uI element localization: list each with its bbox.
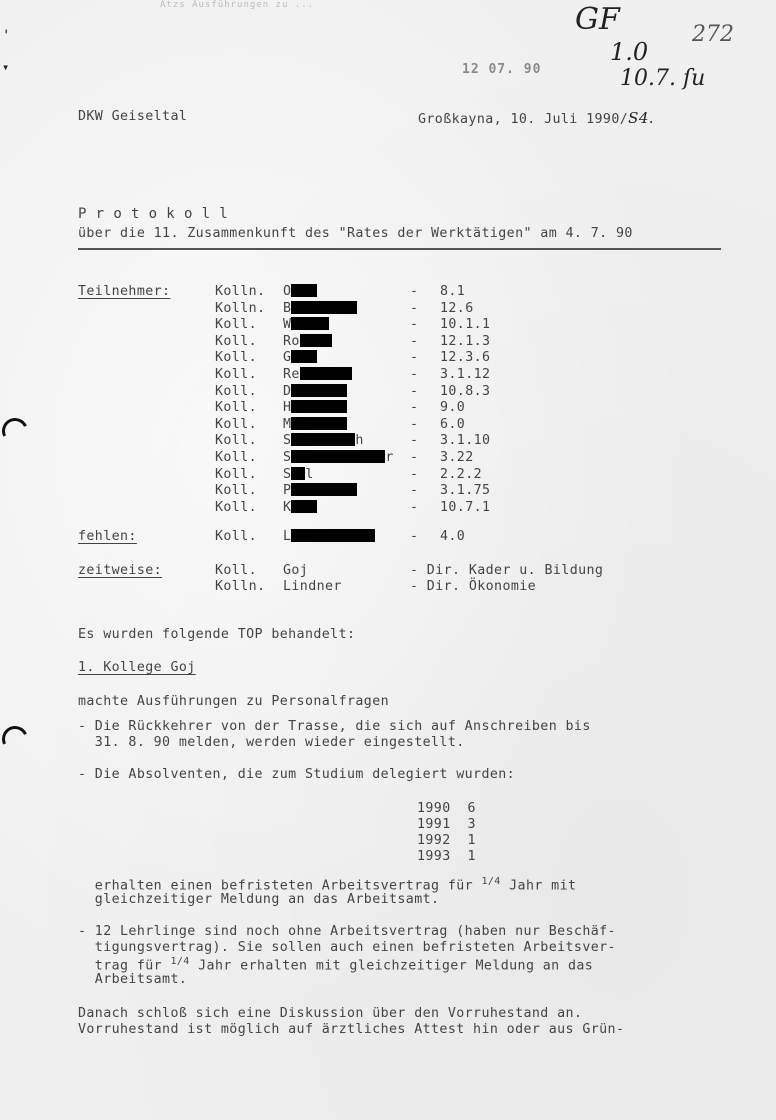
year: 1991 bbox=[417, 817, 451, 832]
participant-code: 9.0 bbox=[440, 400, 466, 416]
name-initial: S bbox=[283, 466, 292, 482]
dash: - bbox=[410, 450, 419, 465]
participant-row bbox=[0, 284, 776, 300]
dash: - bbox=[410, 529, 419, 544]
dash: - bbox=[410, 317, 419, 333]
year: 1992 bbox=[417, 833, 451, 848]
participant-name bbox=[283, 284, 317, 299]
participant-code: 3.22 bbox=[440, 450, 474, 465]
participant-title: Koll. bbox=[215, 333, 258, 349]
redaction-bar bbox=[291, 433, 355, 446]
count: 3 bbox=[467, 817, 476, 832]
redaction-bar bbox=[291, 529, 375, 542]
participant-code: 2.2.2 bbox=[440, 466, 483, 482]
redaction-bar bbox=[291, 317, 329, 330]
partial-row bbox=[0, 579, 776, 595]
participant-title: Koll. bbox=[215, 450, 258, 465]
fraction: 1/4 bbox=[481, 876, 501, 887]
count: 1 bbox=[467, 833, 476, 848]
participant-title: Koll. bbox=[215, 529, 258, 544]
participant-title: Koll. bbox=[215, 499, 258, 515]
participant-title: Kolln. bbox=[215, 579, 266, 594]
partial-attendance-label: zeitweise: bbox=[78, 563, 163, 578]
name-initial: L bbox=[283, 529, 292, 544]
bullet-text: - 12 Lehrlinge sind noch ohne Arbeitsvertrag (haben nur Beschäf- bbox=[78, 924, 616, 939]
year: 1993 bbox=[417, 849, 451, 864]
closing-text: Vorruhestand ist möglich auf ärztliches Attest hin oder aus Grün- bbox=[78, 1022, 625, 1037]
participant-row bbox=[0, 367, 776, 383]
bullet-text bbox=[78, 956, 593, 973]
graduates-row bbox=[417, 833, 476, 848]
name-initial: O bbox=[283, 284, 292, 299]
bullet-text: gleichzeitiger Meldung an das Arbeitsamt. bbox=[78, 892, 440, 907]
year: 1990 bbox=[417, 801, 451, 816]
dash: - bbox=[410, 416, 419, 432]
participant-title: Koll. bbox=[215, 367, 258, 382]
graduates-row bbox=[417, 817, 476, 832]
redaction-bar bbox=[291, 417, 347, 430]
participant-code: 12.3.6 bbox=[440, 350, 491, 366]
dash: - bbox=[410, 383, 419, 399]
name-initial: G bbox=[283, 350, 292, 366]
participant-code: 3.1.10 bbox=[440, 433, 491, 449]
name-initial: S bbox=[283, 450, 292, 465]
participant-title: Koll. bbox=[215, 350, 258, 366]
participant-title: Koll. bbox=[215, 383, 258, 399]
redaction-bar bbox=[291, 467, 305, 480]
participant-role: - Dir. Ökonomie bbox=[410, 579, 537, 594]
name-initial: K bbox=[283, 499, 292, 515]
handwritten-version: 1.0 bbox=[610, 38, 649, 66]
text: trag für bbox=[78, 958, 171, 974]
participant-name bbox=[283, 350, 317, 365]
text: Jahr mit bbox=[500, 878, 577, 894]
participant-title: Kolln. bbox=[215, 300, 266, 316]
text: erhalten einen befristeten Arbeitsvertrag für bbox=[78, 878, 482, 894]
participant-title: Koll. bbox=[215, 317, 258, 333]
participant-row bbox=[0, 483, 776, 499]
dash: - bbox=[410, 284, 419, 299]
redaction-bar bbox=[291, 483, 357, 496]
participant-name: Goj bbox=[283, 563, 309, 578]
redaction-bar bbox=[291, 450, 385, 463]
participant-name bbox=[283, 317, 329, 332]
dash: - bbox=[410, 433, 419, 449]
name-initial: D bbox=[283, 383, 292, 399]
participant-row bbox=[0, 350, 776, 366]
name-ending: r bbox=[385, 450, 394, 465]
organization-name: DKW Geiseltal bbox=[78, 109, 188, 124]
graduates-row bbox=[417, 849, 476, 864]
participant-row bbox=[0, 400, 776, 416]
participant-name bbox=[283, 467, 314, 482]
dash: - bbox=[410, 400, 419, 416]
participant-code: 3.1.12 bbox=[440, 367, 491, 382]
participant-row bbox=[0, 450, 776, 466]
name-initial: P bbox=[283, 483, 292, 499]
bullet-text: Arbeitsamt. bbox=[78, 972, 188, 987]
text: Jahr erhalten mit gleichzeitiger Meldung an das bbox=[189, 958, 594, 974]
participant-title: Kolln. bbox=[215, 284, 266, 299]
topic-lead: machte Ausführungen zu Personalfragen bbox=[78, 694, 389, 709]
bullet-text: 31. 8. 90 melden, werden wieder eingestellt. bbox=[78, 735, 465, 750]
participant-code: 10.8.3 bbox=[440, 383, 491, 399]
participant-row bbox=[0, 334, 776, 350]
participant-title: Koll. bbox=[215, 483, 258, 499]
redaction-bar bbox=[291, 301, 357, 314]
count: 6 bbox=[467, 801, 476, 816]
absent-row bbox=[0, 529, 776, 545]
punch-hole-mark bbox=[0, 722, 32, 755]
partial-row bbox=[0, 563, 776, 579]
participant-row bbox=[0, 417, 776, 433]
participant-code: 12.1.3 bbox=[440, 333, 491, 349]
redaction-bar bbox=[291, 284, 317, 297]
document-title: P r o t o k o l l bbox=[78, 206, 229, 222]
place-date bbox=[418, 109, 654, 127]
dash: - bbox=[410, 499, 419, 515]
participant-name bbox=[283, 450, 394, 465]
participant-code: 4.0 bbox=[440, 529, 466, 544]
name-ending: h bbox=[355, 433, 364, 449]
name-ending: l bbox=[305, 466, 314, 482]
dash: - bbox=[410, 300, 419, 316]
participant-title: Koll. bbox=[215, 400, 258, 416]
participant-row bbox=[0, 317, 776, 333]
redaction-bar bbox=[291, 500, 317, 513]
edge-mark: ▾ bbox=[2, 60, 10, 74]
participant-name bbox=[283, 433, 364, 448]
count: 1 bbox=[467, 849, 476, 864]
participant-code: 3.1.75 bbox=[440, 483, 491, 499]
participants-label: Teilnehmer: bbox=[78, 284, 171, 299]
dash: - bbox=[410, 350, 419, 366]
participant-code: 8.1 bbox=[440, 284, 466, 299]
participant-row bbox=[0, 500, 776, 516]
participant-name bbox=[283, 529, 375, 544]
participant-row bbox=[0, 384, 776, 400]
name-initial: M bbox=[283, 416, 292, 432]
participant-name bbox=[283, 400, 347, 415]
participant-code: 10.1.1 bbox=[440, 317, 491, 333]
received-date-stamp: 12 07. 90 bbox=[462, 62, 542, 77]
participant-title: Koll. bbox=[215, 466, 258, 482]
name-initial: S bbox=[283, 433, 292, 449]
topic-heading: 1. Kollege Goj bbox=[78, 660, 196, 675]
redaction-bar bbox=[300, 334, 332, 347]
redaction-bar bbox=[291, 400, 347, 413]
title-underline bbox=[78, 248, 721, 250]
name-initial: H bbox=[283, 400, 292, 416]
participant-row bbox=[0, 467, 776, 483]
participant-code: 12.6 bbox=[440, 300, 474, 316]
place-date-text: Großkayna, 10. Juli 1990/ bbox=[418, 112, 629, 127]
bullet-text: tigungsvertrag). Sie sollen auch einen befristeten Arbeitsver- bbox=[78, 940, 616, 955]
participant-row bbox=[0, 301, 776, 317]
dash: - bbox=[410, 483, 419, 499]
name-initial: W bbox=[283, 317, 292, 333]
participant-name bbox=[283, 334, 332, 349]
closing-text: Danach schloß sich eine Diskussion über den Vorruhestand an. bbox=[78, 1006, 583, 1021]
participant-name bbox=[283, 384, 347, 399]
document-subtitle: über die 11. Zusammenkunft des "Rates der Werktätigen" am 4. 7. 90 bbox=[78, 226, 633, 241]
dash: - bbox=[410, 367, 419, 382]
participant-row bbox=[0, 433, 776, 449]
handwritten-suffix: S4. bbox=[628, 109, 654, 127]
participant-title: Koll. bbox=[215, 416, 258, 432]
redaction-bar bbox=[291, 384, 347, 397]
participant-role: - Dir. Kader u. Bildung bbox=[410, 563, 604, 578]
topics-intro: Es wurden folgende TOP behandelt: bbox=[78, 627, 356, 642]
participant-title: Koll. bbox=[215, 433, 258, 449]
name-initial: B bbox=[283, 300, 292, 316]
bullet-text bbox=[78, 876, 576, 893]
handwritten-signature: 10.7. ſu bbox=[620, 66, 706, 91]
handwritten-page-number: 272 bbox=[692, 22, 734, 47]
absent-label: fehlen: bbox=[78, 529, 137, 544]
participant-title: Koll. bbox=[215, 563, 258, 578]
edge-mark: ' bbox=[2, 28, 11, 44]
participant-name bbox=[283, 483, 357, 498]
participant-name bbox=[283, 301, 357, 316]
participant-name: Lindner bbox=[283, 579, 342, 594]
bullet-text: - Die Absolventen, die zum Studium delegiert wurden: bbox=[78, 767, 516, 782]
name-initial: Re bbox=[283, 367, 300, 382]
dash: - bbox=[410, 466, 419, 482]
graduates-row bbox=[417, 801, 476, 816]
participant-code: 10.7.1 bbox=[440, 499, 491, 515]
participant-code: 6.0 bbox=[440, 416, 466, 432]
name-initial: Ro bbox=[283, 333, 300, 349]
participant-name bbox=[283, 500, 317, 515]
redaction-bar bbox=[300, 367, 352, 380]
redaction-bar bbox=[291, 350, 317, 363]
bullet-text: - Die Rückkehrer von der Trasse, die sich auf Anschreiben bis bbox=[78, 719, 591, 734]
participant-name bbox=[283, 367, 352, 382]
handwritten-initials: GF bbox=[575, 2, 620, 37]
fraction: 1/4 bbox=[170, 956, 190, 967]
participant-name bbox=[283, 417, 347, 432]
faint-bleedthrough-text: Ätzs Ausführungen zu ... bbox=[160, 0, 315, 10]
dash: - bbox=[410, 333, 419, 349]
